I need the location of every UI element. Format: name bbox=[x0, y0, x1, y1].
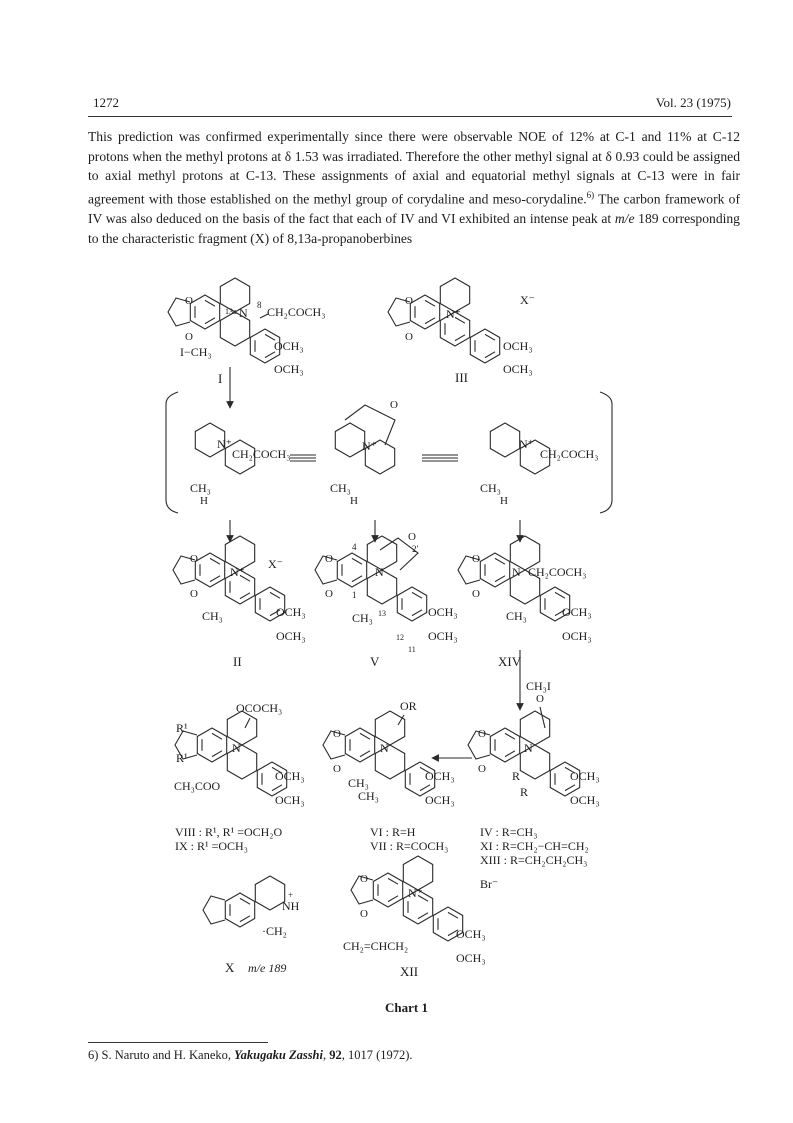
chem-label: O bbox=[408, 531, 416, 543]
methoxy-label: OCH₃ bbox=[456, 951, 486, 965]
methyl-label: CH₃ bbox=[190, 481, 211, 495]
chem-label: O bbox=[390, 399, 398, 411]
methyl-label: CH₃ bbox=[506, 609, 527, 623]
double-bond bbox=[505, 733, 515, 739]
substituent-label: R bbox=[520, 785, 529, 799]
substituent-label: CH₂COCH₃ bbox=[528, 565, 587, 579]
chem-label: 13 bbox=[378, 609, 386, 618]
compound-label: II bbox=[233, 654, 242, 669]
chem-label: O bbox=[472, 588, 480, 600]
bond bbox=[245, 718, 250, 728]
ring-b bbox=[403, 856, 432, 890]
chem-label: O bbox=[536, 693, 544, 705]
chem-label: 11 bbox=[408, 645, 416, 654]
chem-label: + bbox=[288, 890, 294, 900]
substituent-label: R bbox=[512, 769, 521, 783]
double-bond bbox=[448, 912, 458, 918]
double-bond bbox=[240, 593, 250, 599]
double-bond bbox=[485, 352, 495, 358]
body-text-part: 189 corresponding to the characteristic fragment (X) of 8,13a-propanoberbines bbox=[88, 210, 740, 246]
methyl-iodide-label: I−CH₃ bbox=[180, 345, 212, 359]
nitrogen-label: N bbox=[380, 741, 389, 755]
footnote-number: 6) bbox=[88, 1048, 99, 1062]
chem-label: 2′ bbox=[412, 544, 419, 554]
chem-label: 1 bbox=[352, 590, 357, 600]
nitrogen-label: N⁺ bbox=[408, 886, 423, 900]
chem-label: O bbox=[325, 588, 333, 600]
double-bond bbox=[210, 576, 220, 582]
methoxy-label: OCH₃ bbox=[456, 927, 486, 941]
chem-label: O bbox=[478, 763, 486, 775]
substituent-label: R¹ bbox=[176, 751, 188, 765]
double-bond bbox=[240, 916, 250, 922]
double-bond bbox=[270, 592, 280, 598]
compound-definition: XI : R=CH₂−CH=CH₂ bbox=[480, 839, 589, 853]
compound-label: I bbox=[218, 371, 223, 386]
compound-label: V bbox=[370, 654, 380, 669]
chem-label: 13a bbox=[225, 307, 237, 316]
double-bond bbox=[212, 751, 222, 757]
chem-label: O bbox=[190, 553, 198, 565]
equivalence-sign bbox=[290, 455, 316, 461]
compound-definition: VII : R=COCH₃ bbox=[370, 839, 449, 853]
methoxy-label: OCH₃ bbox=[425, 793, 455, 807]
ring-b bbox=[490, 423, 519, 457]
methoxy-label: OCH₃ bbox=[276, 605, 306, 619]
nitrogen-label: N bbox=[239, 306, 248, 320]
double-bond bbox=[205, 318, 215, 324]
methoxy-label: OCH₃ bbox=[570, 793, 600, 807]
equivalence-sign bbox=[422, 455, 458, 461]
chem-label: H bbox=[350, 495, 358, 507]
nitrogen-label: N bbox=[512, 565, 521, 579]
substituent-label: CH₂COCH₃ bbox=[232, 447, 291, 461]
counterion-label: Br⁻ bbox=[480, 877, 499, 891]
chem-label: O bbox=[325, 553, 333, 565]
double-bond bbox=[388, 878, 398, 884]
chem-label: O bbox=[333, 763, 341, 775]
double-bond bbox=[388, 896, 398, 902]
methoxy-label: OCH₃ bbox=[503, 362, 533, 376]
compound-label: XII bbox=[400, 964, 419, 979]
methoxy-label: OCH₃ bbox=[274, 362, 304, 376]
methylene-label: ·CH₂ bbox=[262, 924, 287, 938]
volume-header: Vol. 23 (1975) bbox=[655, 95, 731, 110]
double-bond bbox=[425, 318, 435, 324]
double-bond bbox=[420, 785, 430, 791]
double-bond bbox=[210, 558, 220, 564]
compound-definition: IX : R¹ =OCH₃ bbox=[175, 839, 248, 853]
double-bond bbox=[240, 898, 250, 904]
double-bond bbox=[540, 707, 545, 728]
chem-label: H bbox=[200, 495, 208, 507]
double-bond bbox=[412, 610, 422, 616]
header-rule bbox=[88, 116, 732, 117]
compound-label: XIV bbox=[498, 654, 522, 669]
nitrogen-label: N bbox=[524, 741, 533, 755]
ring-b bbox=[255, 876, 284, 910]
page-number: 1272 bbox=[93, 95, 119, 110]
methoxy-label: OCH₃ bbox=[275, 769, 305, 783]
chem-label: H bbox=[500, 495, 508, 507]
chem-label: O bbox=[478, 728, 486, 740]
nitrogen-label: N⁺ bbox=[519, 437, 534, 451]
nitrogen-label: NH bbox=[282, 899, 300, 913]
counterion-label: X⁻ bbox=[520, 293, 535, 307]
double-bond bbox=[505, 751, 515, 757]
body-paragraph bbox=[88, 127, 740, 248]
nitrogen-label: N⁺ bbox=[362, 439, 377, 453]
double-bond bbox=[495, 576, 505, 582]
ring-b bbox=[335, 423, 364, 457]
chem-label: O bbox=[185, 331, 193, 343]
ring-b bbox=[227, 711, 256, 745]
substituent-label: OR bbox=[400, 699, 417, 713]
methoxy-label: OCH₃ bbox=[570, 769, 600, 783]
footnote-separator: , bbox=[322, 1048, 330, 1062]
double-bond bbox=[455, 335, 465, 341]
chart-caption: Chart 1 bbox=[385, 1000, 428, 1015]
double-bond bbox=[412, 592, 422, 598]
chem-label: O bbox=[190, 588, 198, 600]
methyl-label: CH₃ bbox=[348, 776, 369, 790]
double-bond bbox=[352, 576, 362, 582]
double-bond bbox=[565, 785, 575, 791]
footnote bbox=[88, 1048, 413, 1063]
chem-label: 8 bbox=[257, 300, 262, 310]
bracket bbox=[600, 392, 612, 513]
chem-label: O bbox=[405, 331, 413, 343]
footnote-authors: S. Naruto and H. Kaneko, bbox=[98, 1048, 235, 1062]
nitrogen-label: N⁺ bbox=[230, 565, 245, 579]
ring-b bbox=[375, 711, 404, 745]
substituent-label: CH₂=CHCH₂ bbox=[343, 939, 409, 953]
chem-label: O bbox=[333, 728, 341, 740]
footnote-rule bbox=[88, 1042, 268, 1043]
nitrogen-label: N bbox=[375, 565, 384, 579]
double-bond bbox=[352, 558, 362, 564]
footnote-pages: , 1017 (1972). bbox=[341, 1048, 413, 1062]
methoxy-label: OCH₃ bbox=[562, 605, 592, 619]
chem-label: O bbox=[360, 873, 368, 885]
chem-label: 4 bbox=[352, 542, 357, 552]
methoxy-label: OCH₃ bbox=[428, 629, 458, 643]
methoxy-label: OCH₃ bbox=[276, 629, 306, 643]
reference-mark: 6) bbox=[586, 189, 595, 200]
reagent-label: CH₃I bbox=[526, 679, 551, 693]
bracket bbox=[166, 392, 178, 513]
methoxy-label: OCH₃ bbox=[425, 769, 455, 783]
compound-definition: XIII : R=CH₂CH₂CH₃ bbox=[480, 853, 588, 867]
methoxy-label: OCH₃ bbox=[503, 339, 533, 353]
double-bond bbox=[425, 300, 435, 306]
chem-label: O bbox=[472, 553, 480, 565]
body-text-part: The carbon framework of IV was also deduced on the basis of the fact that each of IV and VI exhibited an intense peak at bbox=[88, 191, 740, 226]
double-bond bbox=[212, 733, 222, 739]
methyl-label: CH₃ bbox=[202, 609, 223, 623]
double-bond bbox=[272, 785, 282, 791]
footnote-journal: Yakugaku Zasshi bbox=[234, 1048, 323, 1062]
substituent-label: CH₂COCH₃ bbox=[267, 305, 326, 319]
methyl-label: CH₃ bbox=[352, 611, 373, 625]
methoxy-label: OCH₃ bbox=[275, 793, 305, 807]
substituent-label: CH₃COO bbox=[174, 779, 221, 793]
double-bond bbox=[360, 733, 370, 739]
double-bond bbox=[495, 558, 505, 564]
methoxy-label: OCH₃ bbox=[428, 605, 458, 619]
nitrogen-label: N⁺ bbox=[446, 307, 461, 321]
chem-label: O bbox=[405, 295, 413, 307]
substituent-label: R¹ bbox=[176, 721, 188, 735]
double-bond bbox=[205, 300, 215, 306]
methyl-label: CH₃ bbox=[330, 481, 351, 495]
compound-definition: IV : R=CH₃ bbox=[480, 825, 538, 839]
footnote-volume: 92 bbox=[329, 1048, 342, 1062]
body-text-part: This prediction was confirmed experimentally since there were observable NOE of 12% at C-1 and 11% at C-12 protons when the methyl protons at δ 1.53 was irradiated. Therefore the other methyl signal at δ 0.93 could be assigned to axial methyl protons at C-13. These assignments of axial and equatorial methyl signals at C-13 were in fair agreement with those established on the methyl group of corydaline and meso-corydaline. bbox=[88, 129, 740, 207]
substituent-label: CH₂COCH₃ bbox=[540, 447, 599, 461]
reaction-scheme-chart bbox=[0, 270, 793, 995]
counterion-label: X⁻ bbox=[268, 557, 283, 571]
chem-label: O bbox=[185, 295, 193, 307]
methyl-label: CH₃ bbox=[480, 481, 501, 495]
compound-label: III bbox=[455, 370, 468, 385]
double-bond bbox=[555, 592, 565, 598]
mass-unit: m/e bbox=[614, 210, 635, 226]
double-bond bbox=[418, 913, 428, 919]
nitrogen-label: N⁺ bbox=[217, 437, 232, 451]
nitrogen-label: N bbox=[232, 741, 241, 755]
fragment-mass: m/e 189 bbox=[248, 961, 287, 975]
double-bond bbox=[485, 334, 495, 340]
compound-definition: VI : R=H bbox=[370, 825, 416, 839]
methoxy-label: OCH₃ bbox=[274, 339, 304, 353]
methyl-label: CH₃ bbox=[358, 789, 379, 803]
compound-definition: VIII : R¹, R¹ =OCH₂O bbox=[175, 825, 283, 839]
substituent-label: OCOCH₃ bbox=[236, 701, 283, 715]
compound-label: X bbox=[225, 960, 235, 975]
methoxy-label: OCH₃ bbox=[562, 629, 592, 643]
chem-label: 12 bbox=[396, 633, 404, 642]
ring-b bbox=[520, 711, 549, 745]
double-bond bbox=[360, 751, 370, 757]
dioxole-ring bbox=[203, 896, 225, 924]
chem-label: O bbox=[360, 908, 368, 920]
